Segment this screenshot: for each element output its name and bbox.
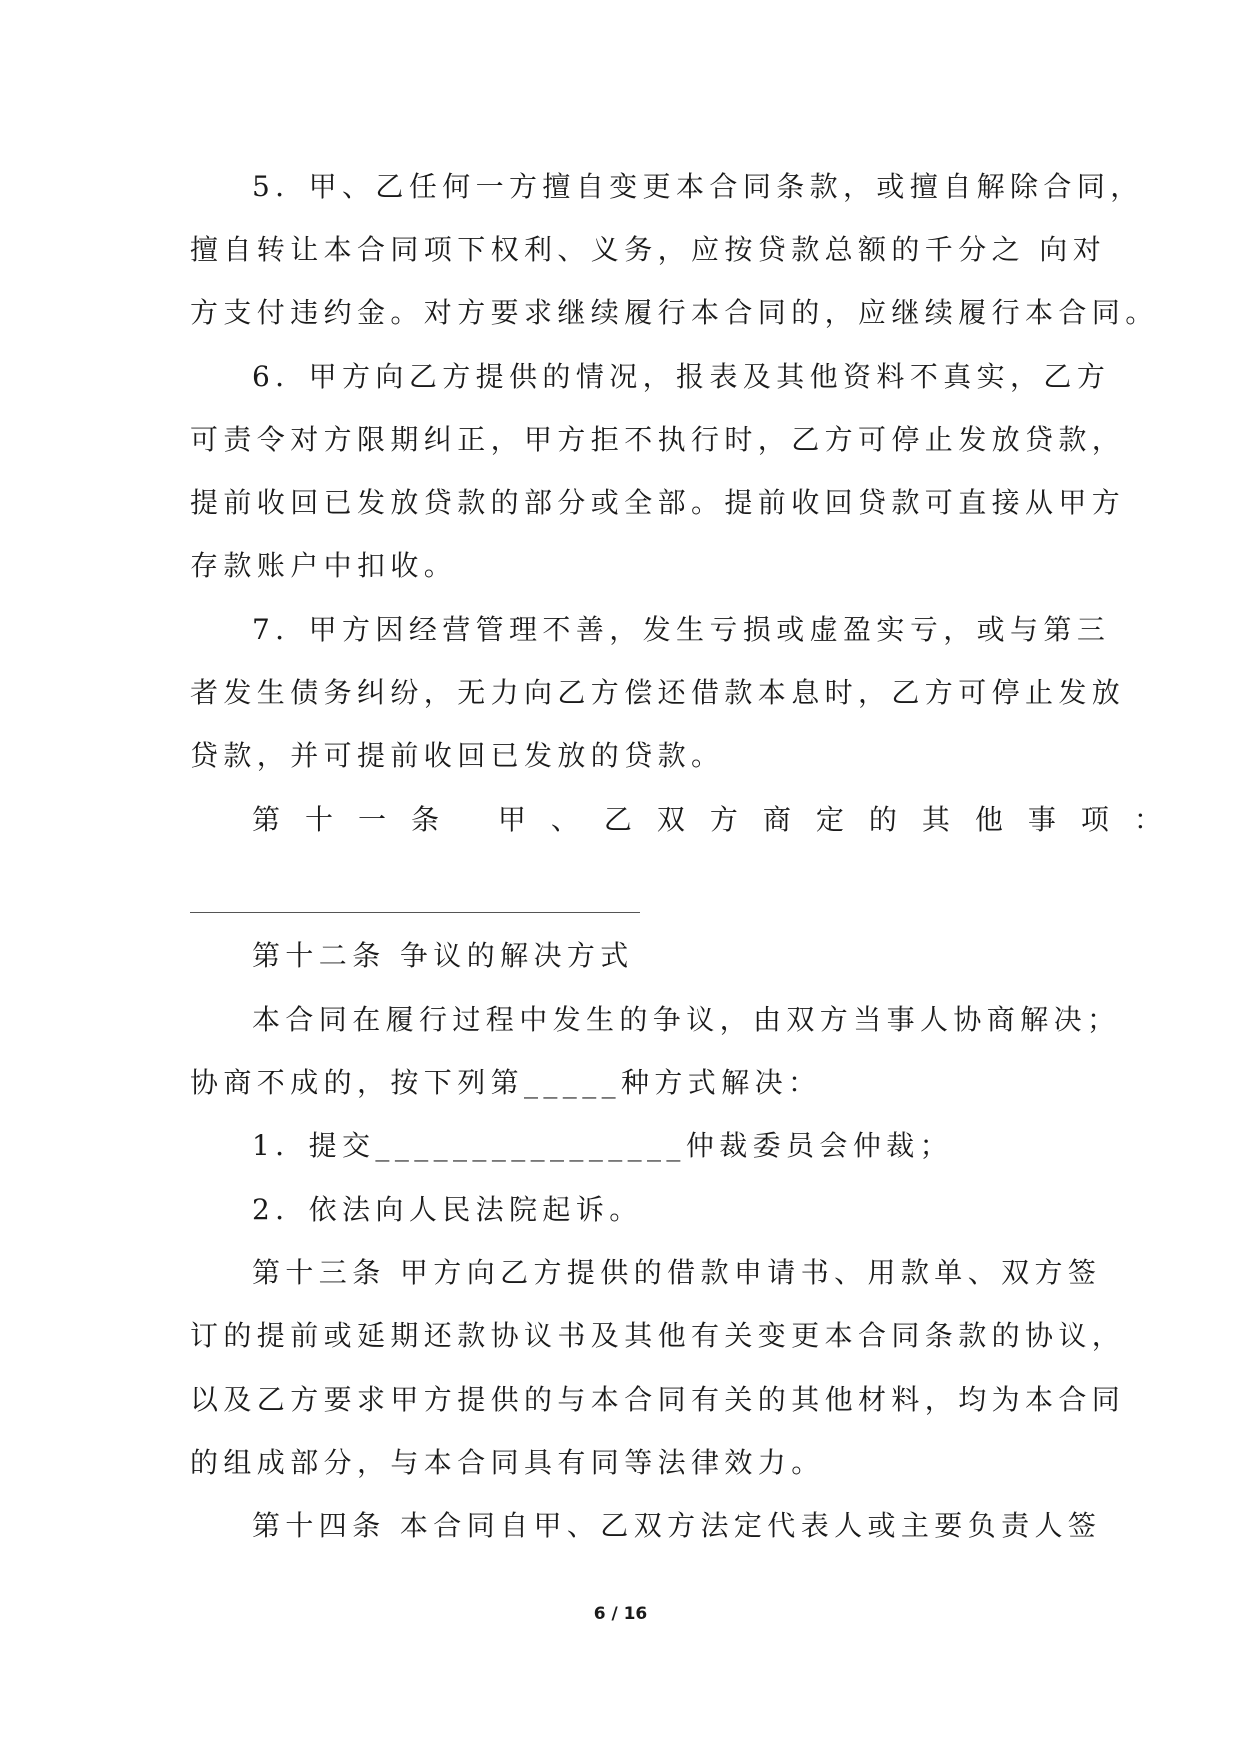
article-11-heading: 第十一条 甲、乙双方商定的其他事项： (252, 803, 1187, 836)
paragraph-line: 第十三条 甲方向乙方提供的借款申请书、用款单、双方签 (252, 1256, 1102, 1289)
paragraph-line: 方支付违约金。对方要求继续履行本合同的，应继续履行本合同。 (190, 296, 1159, 329)
paragraph-line: 存款账户中扣收。 (190, 549, 458, 582)
paragraph-line: 第十四条 本合同自甲、乙双方法定代表人或主要负责人签 (252, 1509, 1102, 1542)
list-item: 1．提交________________仲裁委员会仲裁； (252, 1129, 954, 1162)
page-number: 6 / 16 (593, 1604, 648, 1624)
article-12-heading: 第十二条 争议的解决方式 (252, 939, 634, 972)
paragraph-line: 本合同在履行过程中发生的争议，由双方当事人协商解决； (252, 1003, 1121, 1036)
paragraph-line: 擅自转让本合同项下权利、义务，应按贷款总额的千分之 向对 (190, 233, 1107, 266)
paragraph-line: 订的提前或延期还款协议书及其他有关变更本合同条款的协议， (190, 1319, 1126, 1352)
paragraph-line: 提前收回已发放贷款的部分或全部。提前收回贷款可直接从甲方 (190, 486, 1126, 519)
paragraph-line: 可责令对方限期纠正，甲方拒不执行时，乙方可停止发放贷款， (190, 423, 1126, 456)
paragraph-line: 以及乙方要求甲方提供的与本合同有关的其他材料，均为本合同 (190, 1383, 1126, 1416)
paragraph-line: 贷款，并可提前收回已发放的贷款。 (190, 739, 725, 772)
paragraph-line: 7．甲方因经营管理不善，发生亏损或虚盈实亏，或与第三 (252, 613, 1111, 646)
paragraph-line: 协商不成的，按下列第_____种方式解决： (190, 1066, 822, 1099)
paragraph-line: 者发生债务纠纷，无力向乙方偿还借款本息时，乙方可停止发放 (190, 676, 1126, 709)
paragraph-line: 5．甲、乙任何一方擅自变更本合同条款，或擅自解除合同， (252, 170, 1144, 203)
paragraph-line: 6．甲方向乙方提供的情况，报表及其他资料不真实，乙方 (252, 360, 1111, 393)
list-item: 2．依法向人民法院起诉。 (252, 1193, 643, 1226)
blank-fill-line (190, 912, 640, 913)
paragraph-line: 的组成部分，与本合同具有同等法律效力。 (190, 1446, 825, 1479)
